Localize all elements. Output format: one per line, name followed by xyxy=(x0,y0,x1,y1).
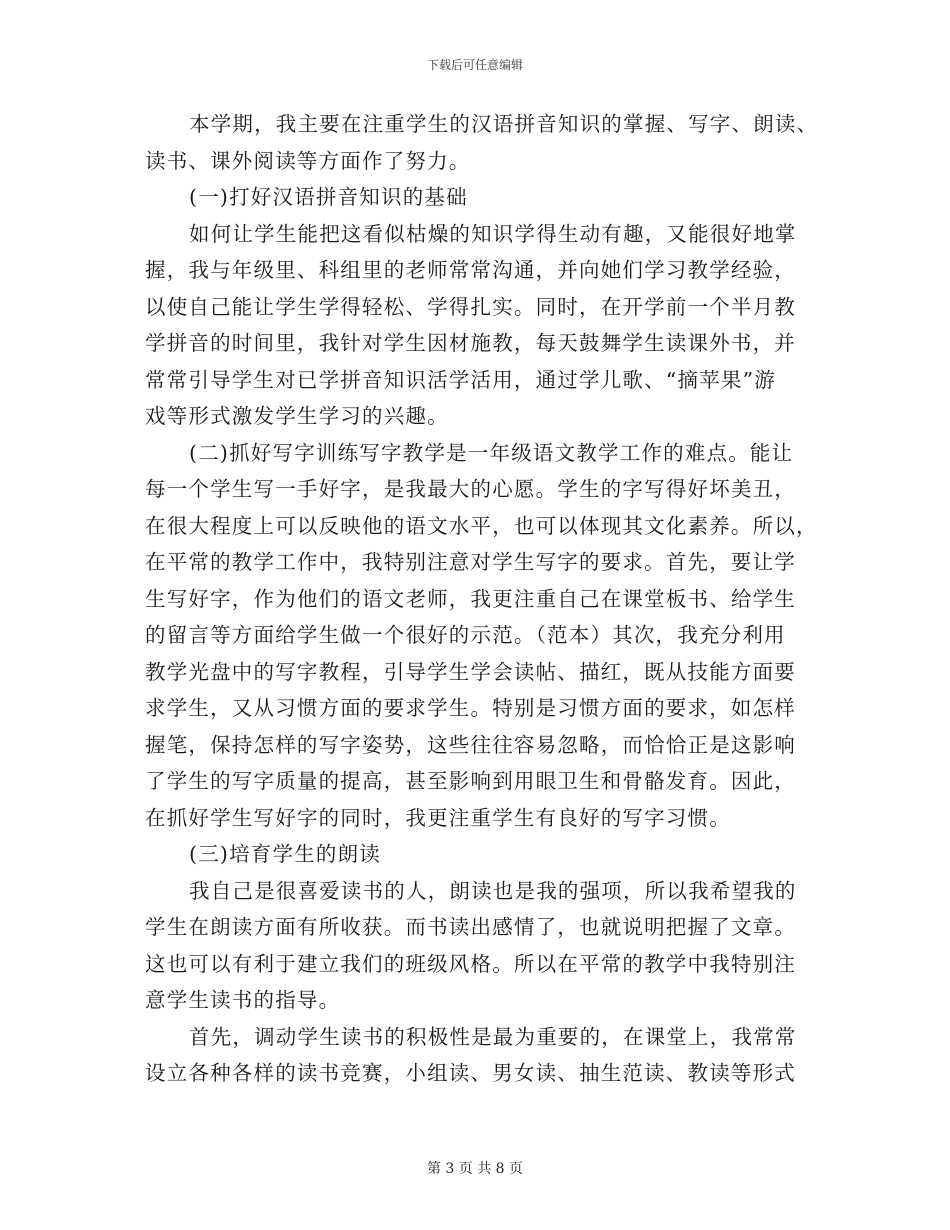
text-line: 每一个学生写一手好字，是我最大的心愿。学生的字写得好坏美丑， xyxy=(145,477,796,501)
text-line: 设立各种各样的读书竞赛，小组读、男女读、抽生范读、教读等形式 xyxy=(145,1061,796,1085)
text-line: 意学生读书的指导。 xyxy=(145,988,341,1012)
header-note: 下载后可任意编辑 xyxy=(426,58,523,72)
text-line: 常常引导学生对已学拼音知识活学活用，通过学儿歌、“摘苹果”游 xyxy=(145,367,776,392)
text-line: 生写好字，作为他们的语文老师，我更注重自己在课堂板书、给学生 xyxy=(145,586,796,611)
text-line: 读书、课外阅读等方面作了努力。 xyxy=(145,148,471,173)
body-text xyxy=(145,106,819,1092)
text-line: 首先，调动学生读书的积极性是最为重要的，在课堂上，我常常 xyxy=(189,1024,797,1049)
text-line: 以使自己能让学生学得轻松、学得扎实。同时，在开学前一个半月教 xyxy=(145,294,796,319)
text-line: 的留言等方面给学生做一个很好的示范。（范本）其次，我充分利用 xyxy=(145,623,786,647)
text-line: 握，我与年级里、科组里的老师常常沟通，并向她们学习教学经验， xyxy=(145,258,796,282)
text-line: 学生在朗读方面有所收获。而书读出感情了，也就说明把握了文章。 xyxy=(145,915,796,939)
section-heading: (三)培育学生的朗读 xyxy=(189,842,381,866)
text-line: 这也可以有利于建立我们的班级风格。所以在平常的教学中我特别注 xyxy=(145,951,796,976)
page-number: 第 3 页 共 8 页 xyxy=(426,1161,524,1177)
text-line: 在平常的教学工作中，我特别注意对学生写字的要求。首先，要让学 xyxy=(145,550,796,574)
text-line: 在很大程度上可以反映他的语文水平，也可以体现其文化素养。所以， xyxy=(145,513,818,538)
text-line: 握笔，保持怎样的写字姿势，这些往往容易忽略，而恰恰正是这影响 xyxy=(145,732,796,757)
text-line: 在抓好学生写好字的同时，我更注重学生有良好的写字习惯。 xyxy=(145,805,731,830)
section-heading: (一)打好汉语拼音知识的基础 xyxy=(189,185,468,209)
text-line: 教学光盘中的写字教程，引导学生学会读帖、描红，既从技能方面要 xyxy=(145,659,796,684)
text-line: 戏等形式激发学生学习的兴趣。 xyxy=(145,404,449,428)
text-line: 我自己是很喜爱读书的人，朗读也是我的强项，所以我希望我的 xyxy=(189,878,797,903)
text-line: 了学生的写字质量的提高，甚至影响到用眼卫生和骨骼发育。因此， xyxy=(145,769,796,793)
text-line: 学拼音的时间里，我针对学生因材施教，每天鼓舞学生读课外书，并 xyxy=(145,331,796,355)
section-heading: (二)抓好写字训练写字教学是一年级语文教学工作的难点。能让 xyxy=(189,440,794,465)
text-line: 求学生，又从习惯方面的要求学生。特别是习惯方面的要求，如怎样 xyxy=(145,696,796,720)
text-line: 如何让学生能把这看似枯燥的知识学得生动有趣，又能很好地掌 xyxy=(189,221,797,246)
text-line: 本学期，我主要在注重学生的汉语拼音知识的掌握、写字、朗读、 xyxy=(189,112,819,136)
